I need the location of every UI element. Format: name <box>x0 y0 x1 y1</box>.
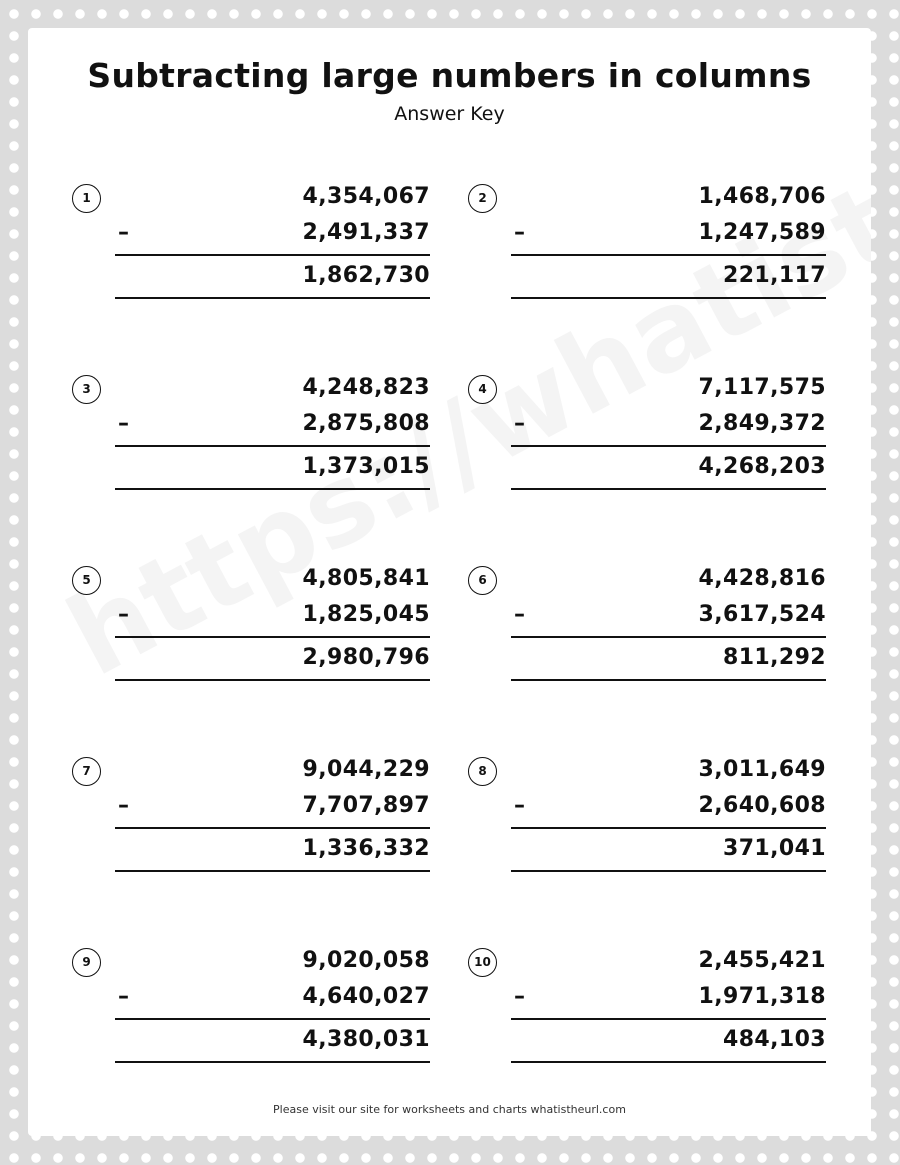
underline-line <box>115 679 430 681</box>
underline-line <box>511 297 826 299</box>
divider-line <box>511 636 826 638</box>
problem-8 <box>468 757 828 887</box>
difference-answer: 4,268,203 <box>698 454 826 479</box>
minuend: 4,248,823 <box>302 375 430 400</box>
difference-answer: 1,373,015 <box>302 454 430 479</box>
divider-line <box>115 254 430 256</box>
minuend: 2,455,421 <box>698 948 826 973</box>
minuend: 7,117,575 <box>698 375 826 400</box>
divider-line <box>115 827 430 829</box>
divider-line <box>115 445 430 447</box>
minus-sign: – <box>118 602 129 627</box>
problem-4 <box>468 375 828 505</box>
problem-2 <box>468 184 828 314</box>
problem-5 <box>72 566 432 696</box>
underline-line <box>511 679 826 681</box>
problem-10 <box>468 948 828 1078</box>
minus-sign: – <box>514 411 525 436</box>
problem-number-badge: 2 <box>468 184 497 213</box>
underline-line <box>115 488 430 490</box>
difference-answer: 811,292 <box>722 645 826 670</box>
underline-line <box>115 870 430 872</box>
problem-number-badge: 6 <box>468 566 497 595</box>
problem-number-badge: 9 <box>72 948 101 977</box>
problem-6 <box>468 566 828 696</box>
problem-9 <box>72 948 432 1078</box>
minus-sign: – <box>514 220 525 245</box>
divider-line <box>511 445 826 447</box>
subtrahend: 2,640,608 <box>698 793 826 818</box>
difference-answer: 371,041 <box>722 836 826 861</box>
difference-answer: 2,980,796 <box>302 645 430 670</box>
underline-line <box>511 1061 826 1063</box>
minus-sign: – <box>514 793 525 818</box>
problem-3 <box>72 375 432 505</box>
difference-answer: 1,336,332 <box>302 836 430 861</box>
underline-line <box>511 870 826 872</box>
page-title: Subtracting large numbers in columns <box>87 56 812 95</box>
difference-answer: 1,862,730 <box>302 263 430 288</box>
divider-line <box>115 1018 430 1020</box>
problem-number-badge: 5 <box>72 566 101 595</box>
subtrahend: 7,707,897 <box>302 793 430 818</box>
underline-line <box>115 1061 430 1063</box>
minus-sign: – <box>514 984 525 1009</box>
divider-line <box>511 1018 826 1020</box>
minuend: 4,428,816 <box>698 566 826 591</box>
minuend: 4,805,841 <box>302 566 430 591</box>
minuend: 9,044,229 <box>302 757 430 782</box>
minus-sign: – <box>118 220 129 245</box>
problem-number-badge: 7 <box>72 757 101 786</box>
footer-text: Please visit our site for worksheets and charts whatistheurl.com <box>273 1103 626 1116</box>
divider-line <box>511 254 826 256</box>
problem-number-badge: 3 <box>72 375 101 404</box>
divider-line <box>115 636 430 638</box>
subtrahend: 1,247,589 <box>698 220 826 245</box>
minuend: 9,020,058 <box>302 948 430 973</box>
problem-1 <box>72 184 432 314</box>
difference-answer: 221,117 <box>722 263 826 288</box>
problem-number-badge: 8 <box>468 757 497 786</box>
minus-sign: – <box>118 984 129 1009</box>
minus-sign: – <box>118 411 129 436</box>
minuend: 3,011,649 <box>698 757 826 782</box>
underline-line <box>511 488 826 490</box>
subtrahend: 2,875,808 <box>302 411 430 436</box>
minuend: 4,354,067 <box>302 184 430 209</box>
subtrahend: 2,491,337 <box>302 220 430 245</box>
difference-answer: 4,380,031 <box>302 1027 430 1052</box>
subtrahend: 1,971,318 <box>698 984 826 1009</box>
problem-number-badge: 1 <box>72 184 101 213</box>
minus-sign: – <box>514 602 525 627</box>
difference-answer: 484,103 <box>722 1027 826 1052</box>
problem-number-badge: 4 <box>468 375 497 404</box>
minuend: 1,468,706 <box>698 184 826 209</box>
minus-sign: – <box>118 793 129 818</box>
subtrahend: 3,617,524 <box>698 602 826 627</box>
underline-line <box>115 297 430 299</box>
subtrahend: 4,640,027 <box>302 984 430 1009</box>
problem-7 <box>72 757 432 887</box>
subtrahend: 2,849,372 <box>698 411 826 436</box>
problem-number-badge: 10 <box>468 948 497 977</box>
page-subtitle: Answer Key <box>394 103 505 125</box>
subtrahend: 1,825,045 <box>302 602 430 627</box>
divider-line <box>511 827 826 829</box>
worksheet-page <box>28 28 871 1136</box>
